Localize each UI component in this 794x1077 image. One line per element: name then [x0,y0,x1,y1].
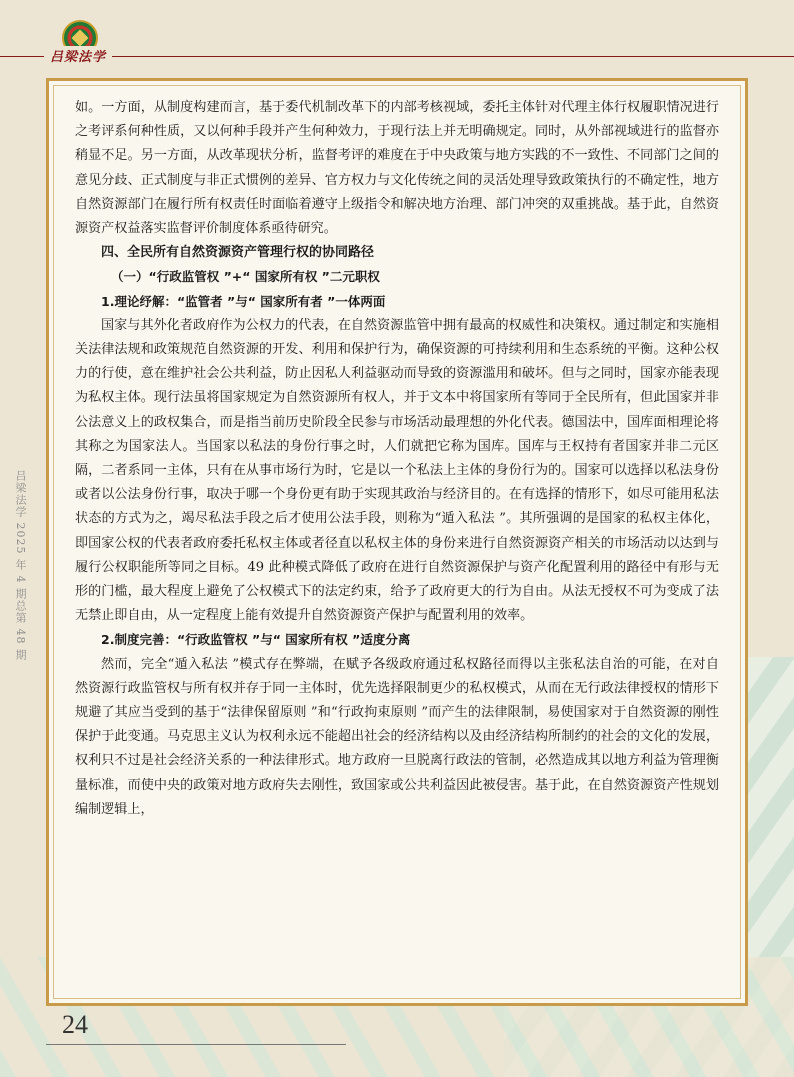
subsubsection-heading: 1.理论纾解：“监管者 ”与“ 国家所有者 ”一体两面 [101,293,386,309]
journal-brand: 吕梁法学 [44,46,112,65]
paragraph: 然而，完全“遁入私法 ”模式存在弊端，在赋予各级政府通过私权路径而得以主张私法自治的可能，在对自然资源行政监管权与所有权并存于同一主体时，优先选择限制更少的私权模式，从而在无行政法律授权的情形下规避了其应当受到的基于“法律保留原则 ”和“行政拘束原则 ”而产生的法律限制，易使国家对于自然资源的刚性保护于此变通。马克思主义认为权利永远不能超出社会的经济结构以及由经济结构所制约的社会的文化的发展，权利只不过是社会经济关系的一种法律形式。地方政府一旦脱离行政法的管制，必然造成其以地方利益为管理衡量标准，而使中央的政策对地方政府失去刚性，致国家或公共利益因此被侵害。基于此，在自然资源资产性规划编制逻辑上， [75,656,719,817]
page-number-rule [46,1044,346,1045]
header-rule [0,56,794,57]
page-number: 24 [62,1010,88,1039]
section-heading: 四、全民所有自然资源资产管理行权的协同路径 [101,245,375,261]
subsection-heading: （一）“行政监管权 ”+“ 国家所有权 ”二元职权 [111,269,380,285]
paragraph: 国家与其外化者政府作为公权力的代表，在自然资源监管中拥有最高的权威性和决策权。通过制定和实施相关法律法规和政策规范自然资源的开发、利用和保护行为，确保资源的可持续利用和生态系统的平衡。这种公权力的行使，意在维护社会公共利益，防止因私人利益驱动而导致的资源滥用和破坏。但与之同时，国家亦能表现为私权主体。现行法虽将国家规定为自然资源所有权人，并于文本中将国家所有等同于全民所有，但此国家并非公法意义上的政权集合，而是指当前历史阶段全民参与市场活动最理想的外化代表。德国法中，国库面相理论将其称之为国家法人。当国家以私法的身份行事之时，人们就把它称为国库。国库与王权持有者国家并非二元区隔，二者系同一主体，只有在从事市场行为时，它是以一个私法上主体的身份行为的。国家可以选择以私法身份或者以公法身份行事，取决于哪一个身份更有助于实现其政治与经济目的。在有选择的情形下，如尽可能用私法状态的方式为之，竭尽私法手段之后才使用公法手段，则称为“遁入私法 ”。其所强调的是国家的私权主体化，即国家公权的代表者政府委托私权主体或者径直以私权主体的身份来进行自然资源资产相关的市场活动以达到与履行公权职能所等同之目标。49 此种模式降低了政府在进行自然资源保护与资产化配置利用的路径中有形与无形的门槛，最大程度上避免了公权模式下的法定约束，给予了政府更大的行为自由。从法无授权不可为变成了法无禁止即自由，从一定程度上能有效提升自然资源资产保护与配置利用的效率。 [75,317,719,624]
paragraph: 如。一方面，从制度构建而言，基于委代机制改革下的内部考核视域，委托主体针对代理主体行权履职情况进行之考评系何种性质，又以何种手段并产生何种效力，于现行法上并无明确规定。同时，从外部视域进行的监督亦稍显不足。另一方面，从改革现状分析，监督考评的难度在于中央政策与地方实践的不一致性、不同部门之间的意见分歧、正式制度与非正式惯例的差异、官方权力与文化传统之间的灵活处理导致政策执行的不确定性，地方自然资源部门在履行所有权责任时面临着遵守上级指令和解决地方治理、部门冲突的双重挑战。基于此，自然资源资产权益落实监督评价制度体系亟待研究。 [75,100,719,237]
article-body [75,96,719,822]
subsubsection-heading: 2.制度完善：“行政监管权 ”与“ 国家所有权 ”适度分离 [101,632,411,648]
journal-issue-sidebar: 吕梁法学 2025 年 4 期总第 48 期 [14,470,27,661]
